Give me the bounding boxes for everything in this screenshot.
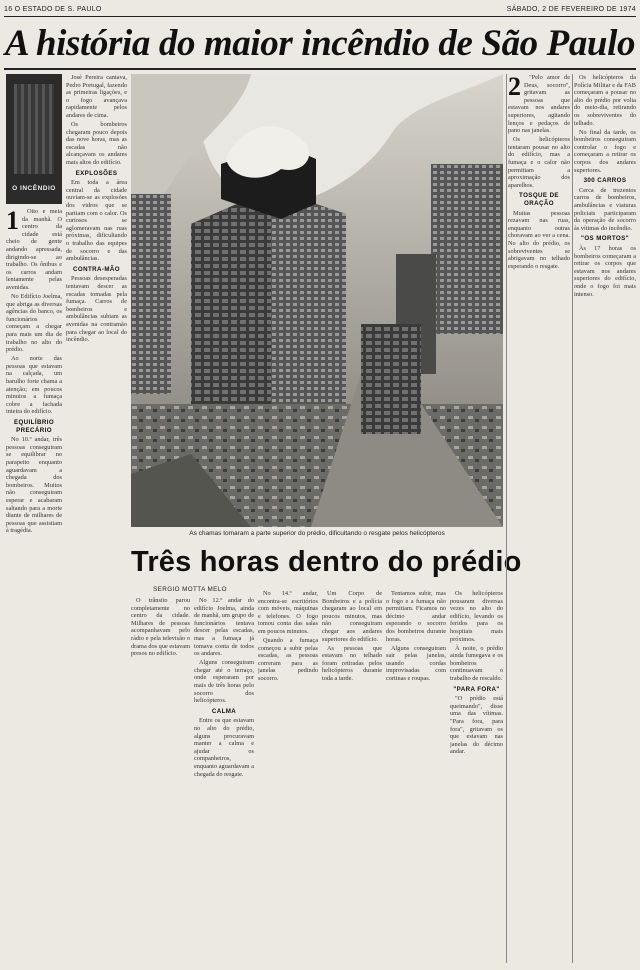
headline-rule bbox=[4, 68, 636, 70]
section-heading: EQUILÍBRIO PRECÁRIO bbox=[13, 419, 55, 434]
column-paragraph: Alguns conseguiram sair pelas janelas, usando cordas improvisadas com cortinas e roupas. bbox=[386, 644, 446, 683]
column-paragraph: No 10.º andar, três pessoas conseguiram se equilibrar no parapeito enquanto aguardavam a chegada dos bombeiros. Muitos não conseguiram esperar e acabaram saltando para a morte diante de milhares de pessoas que assistiam à tragédia. bbox=[6, 436, 62, 535]
column-paragraph: As pessoas que estavam no telhado foram retiradas pelos helicópteros durante toda a tarde. bbox=[322, 644, 382, 683]
column-paragraph: Os helicópteros da Polícia Militar e da FAB começaram a pousar no alto do prédio por volta do meio-dia, retirando os sobreviventes do telhado. bbox=[574, 74, 636, 127]
section-heading: "PARA FORA" bbox=[453, 685, 500, 693]
section-heading: 300 CARROS bbox=[583, 177, 627, 185]
column-paragraph: No final da tarde, os bombeiros conseguiram controlar o fogo e começaram a retirar os corpos dos andares superiores. bbox=[574, 128, 636, 174]
column-paragraph: Ao norte das pessoas que estavam na calçada, um barulho forte chama a atenção; em poucos minutos a fumaça cobre a fachada inteira do edifício. bbox=[6, 355, 62, 416]
section-heading: TOSQUE DE ORAÇÃO bbox=[519, 192, 559, 207]
column-paragraph: Em toda a área central da cidade ouviam-se as explosões dos vidros que se partiam com o calor. Os curiosos se aglomeravam nas ruas próximas, dificultando o trabalho das equipes de socorro e das ambulâncias. bbox=[66, 179, 127, 263]
byline: SERGIO MOTTA MELO bbox=[153, 586, 227, 593]
column-paragraph: Pessoas desesperadas tentavam descer as escadas tomadas pela fumaça. Carros de bombeiros e ambulâncias subiam as avenidas na contramão para chegar ao local do incêndio. bbox=[66, 275, 127, 344]
column-paragraph: O trânsito parou completamente no centro da cidade. Milhares de pessoas acompanhavam pelo rádio e pela televisão o drama dos que estavam presos no edifício. bbox=[131, 597, 190, 658]
column-1 bbox=[6, 208, 62, 963]
headline: A história do maior incêndio de São Paulo bbox=[4, 23, 636, 64]
column-paragraph: Os helicópteros tentaram pousar no alto do edifício, mas a fumaça e o calor não permitiam a aproximação dos aparelhos. bbox=[508, 136, 570, 189]
section-tag-label: O INCÊNDIO bbox=[12, 185, 56, 192]
dropcap-2: 2 bbox=[508, 74, 521, 101]
column-10 bbox=[450, 590, 503, 963]
column-8 bbox=[322, 590, 382, 963]
edition-date: SÁBADO, 2 DE FEVEREIRO DE 1974 bbox=[506, 6, 636, 13]
column-paragraph: No 14.º andar, encontra-se escritórios com móveis, máquinas e telefones. O fogo tomou conta das salas em poucos minutos. bbox=[258, 590, 318, 635]
section-heading: EXPLOSÕES bbox=[75, 169, 118, 177]
column-paragraph: No Edifício Joelma, que abriga as diversas agências do banco, os funcionários começam a chegar para mais um dia de trabalho no alto do prédio. bbox=[6, 293, 62, 354]
column-paragraph: "Pelo amor de Deus, socorro", gritavam as pessoas que estavam nos andares superiores, agitando lenços e pedaços de pano nas janelas. bbox=[508, 74, 570, 135]
column-4 bbox=[508, 74, 570, 963]
subheadline: Três horas dentro do prédio bbox=[131, 546, 522, 578]
column-paragraph: "O prédio está queimando", disse uma das vítimas. "Para fora, para fora", gritavam os que estavam nas janelas do décimo andar. bbox=[450, 695, 503, 756]
column-7 bbox=[258, 590, 318, 963]
column-paragraph: À noite, o prédio ainda fumegava e os bombeiros continuavam o trabalho de rescaldo. bbox=[450, 644, 503, 683]
page-number-and-paper bbox=[4, 6, 102, 13]
page-header-strip bbox=[4, 3, 636, 17]
column-paragraph: Alguns conseguiram chegar até o terraço, onde esperaram por mais de três horas pelo socorro dos helicópteros. bbox=[194, 659, 254, 705]
column-paragraph: Muitas pessoas rezavam nas ruas, enquanto outras choravam ao ver a cena. No alto do prédio, os sobreviventes se abrigavam no telhado esperando o resgate. bbox=[508, 209, 570, 270]
column-3 bbox=[131, 597, 190, 963]
column-paragraph: Cerca de trezentos carros de bombeiros, ambulâncias e viaturas policiais participaram da operação de socorro às vítimas do incêndio. bbox=[574, 186, 636, 232]
dropcap-1: 1 bbox=[6, 208, 19, 235]
column-5 bbox=[574, 74, 636, 963]
column-paragraph: Um Corpo de Bombeiros e a polícia chegaram ao local em poucos minutos, mas não conseguiram chegar aos andares superiores do edifício. bbox=[322, 590, 382, 643]
section-heading: CALMA bbox=[211, 707, 237, 715]
section-heading: CONTRA-MÃO bbox=[73, 265, 120, 273]
column-paragraph: No 12.º andar do edifício Joelma, ainda de manhã, um grupo de funcionários tentava descer pelas escadas, mas a fumaça já tomava conta de todos os andares. bbox=[194, 597, 254, 658]
section-heading: "OS MORTOS" bbox=[581, 235, 629, 243]
photo-caption: As chamas tomaram a parte superior do prédio, dificultando o resgate pelos helicópteros bbox=[189, 530, 445, 537]
column-2 bbox=[66, 74, 127, 963]
column-paragraph: Quando a fumaça começou a subir pelas escadas, as pessoas correram para as janelas pedindo socorro. bbox=[258, 637, 318, 683]
page-number: 16 bbox=[4, 6, 13, 13]
column-9 bbox=[386, 590, 446, 963]
column-6 bbox=[194, 597, 254, 963]
column-paragraph: Entre os que estavam no alto do prédio, alguns procuravam manter a calma e ajudar os companheiros, enquanto aguardavam a chegada do resgate. bbox=[194, 717, 254, 778]
column-paragraph: Tentamos subir, mas o fogo e a fumaça não permitiam. Ficamos no décimo andar esperando o socorro dos bombeiros durante horas. bbox=[386, 590, 446, 643]
column-paragraph: Oito e meia da manhã. O centro da cidade está cheio de gente andando apressada, dirigindo-se ao trabalho. Os ônibus e os carros andam lentamente pelas avenidas. bbox=[6, 208, 62, 291]
fire-photo bbox=[131, 74, 503, 527]
column-paragraph: José Pereira cantava, Pedro Portugal, fazendo as primeiras ligações, e o fogo avançava rapidamente pelos andares de cima. bbox=[66, 74, 127, 119]
column-paragraph: Os bombeiros chegaram pouco depois das nove horas, mas as escadas não alcançavam os andares mais altos do edifício. bbox=[66, 121, 127, 167]
column-separator bbox=[506, 74, 507, 963]
column-paragraph: Os helicópteros pousaram diversas vezes no alto do edifício, levando os feridos para os hospitais mais próximos. bbox=[450, 590, 503, 643]
section-tag-image bbox=[6, 74, 62, 204]
newspaper-name: O ESTADO DE S. PAULO bbox=[14, 6, 102, 13]
column-paragraph: Às 17 horas os bombeiros começaram a retirar os corpos que estavam nos andares superiores do edifício, onde o fogo foi mais intenso. bbox=[574, 244, 636, 298]
column-separator bbox=[572, 74, 573, 963]
